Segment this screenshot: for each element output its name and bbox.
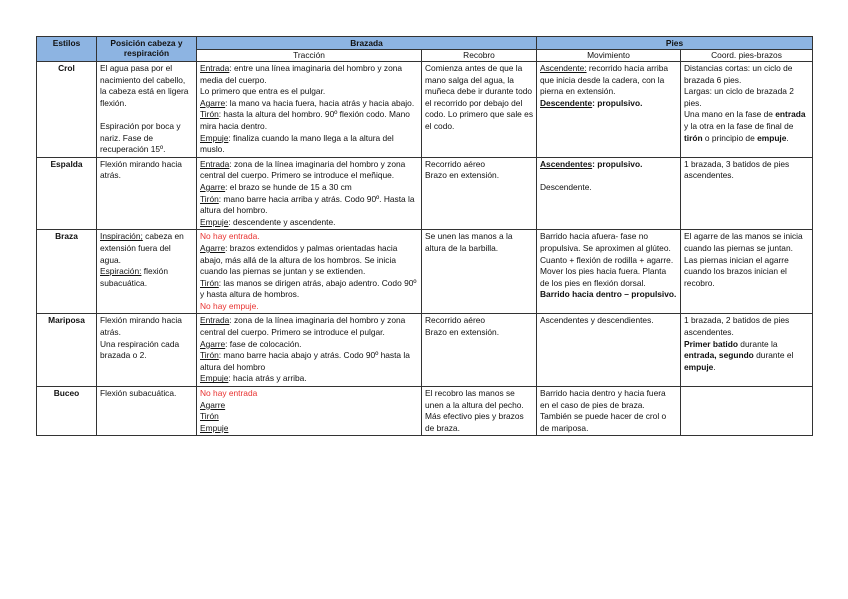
cell-line	[200, 63, 418, 86]
cell-line	[684, 315, 809, 338]
spacer	[540, 170, 677, 182]
text: Ascendentes y descendientes.	[540, 315, 654, 326]
text: : hasta la altura del hombro. 90º flexión codo. Mano mira hacia dentro.	[200, 109, 410, 131]
cell-line	[200, 411, 418, 423]
cell-line	[200, 423, 418, 435]
text: Más efectivo pies y brazos de braza.	[425, 411, 524, 433]
cell-line	[684, 63, 809, 86]
movimiento-cell	[537, 230, 681, 314]
cell-line	[200, 98, 418, 110]
cell-line	[100, 315, 193, 338]
text: Recorrido aéreo	[425, 315, 486, 326]
bold-text: entrada, segundo	[684, 350, 754, 361]
underlined-term: Tirón	[200, 350, 219, 361]
underlined-term: Agarre	[200, 338, 226, 349]
cell-line	[684, 231, 809, 254]
cell-line	[200, 194, 418, 217]
text: El agarre de las manos se inicia cuando las piernas se juntan.	[684, 231, 803, 253]
cell-line	[200, 373, 418, 385]
cell-line	[540, 159, 677, 171]
text: Barrido hacia dentro y hacia fuera en el caso de pies de braza. También se puede hacer de crol o de mariposa.	[540, 388, 667, 433]
movimiento-cell	[537, 157, 681, 230]
cell-line	[200, 86, 418, 98]
swimming-styles-table	[36, 36, 813, 436]
traccion-cell	[197, 157, 422, 230]
cell-line	[200, 133, 418, 156]
cell-line	[200, 243, 418, 278]
underlined-term: Agarre	[200, 181, 226, 192]
text: Largas: un ciclo de brazada 2 pies.	[684, 86, 794, 108]
bold-text: : propulsivo.	[592, 97, 643, 108]
text: Las piernas inician el agarre cuando los brazos inician el recobro.	[684, 254, 789, 288]
coord-cell	[681, 230, 813, 314]
text: Una respiración cada brazada o 2.	[100, 338, 180, 361]
cell-line	[540, 231, 677, 301]
text: : mano barre hacia arriba y atrás. Codo 90º. Hasta la altura del hombro.	[200, 193, 415, 216]
bold-text: : propulsivo.	[592, 158, 643, 169]
cell-line	[425, 388, 533, 411]
text: : el brazo se hunde de 15 a 30 cm	[225, 181, 352, 192]
coord-cell	[681, 62, 813, 158]
text: cabeza en extensión fuera del agua.	[100, 231, 184, 265]
underlined-term: Entrada	[200, 315, 230, 326]
cell-line	[540, 98, 677, 110]
cell-line	[425, 159, 533, 171]
text: Flexión mirando hacia atrás.	[100, 315, 182, 338]
cell-line	[425, 315, 533, 327]
underlined-term: Inspiración;	[100, 231, 143, 242]
text: y la otra en la fase de final de	[684, 120, 794, 131]
text: 1 brazada, 3 batidos de pies ascendentes.	[684, 158, 790, 181]
cell-line	[100, 339, 193, 362]
text: : hacia atrás y arriba.	[228, 373, 307, 384]
alert-text: No hay empuje.	[200, 300, 259, 311]
cell-line	[200, 400, 418, 412]
text: Espiración por boca y nariz. Fase de recuperación 15º.	[100, 120, 181, 155]
cell-line	[684, 339, 809, 374]
traccion-cell	[197, 387, 422, 436]
bold-text: Barrido hacia dentro – propulsivo.	[540, 289, 677, 300]
traccion-cell	[197, 62, 422, 158]
underlined-term: Empuje	[200, 216, 229, 227]
style-name-cell: Braza	[37, 230, 97, 314]
style-name-cell: Crol	[37, 62, 97, 158]
cell-line	[100, 388, 193, 400]
cell-line	[425, 327, 533, 339]
style-name-cell: Espalda	[37, 157, 97, 230]
table-row	[37, 387, 813, 436]
recobro-cell	[422, 314, 537, 387]
text: Flexión mirando hacia atrás.	[100, 158, 182, 181]
text: Brazo en extensión.	[425, 327, 500, 338]
text: : brazos extendidos y palmas orientadas hacia abajo, más allá de la altura de los hombros. Se inicia cuando las piernas se juntan y se extienden.	[200, 242, 398, 277]
coord-cell	[681, 314, 813, 387]
table-row	[37, 230, 813, 314]
bold-text: tirón	[684, 132, 703, 143]
text: El agua pasa por el nacimiento del cabello, la cabeza está en ligera flexión.	[100, 63, 189, 108]
cell-line	[684, 86, 809, 109]
text: : las manos se dirigen atrás, abajo adentro. Codo 90º y hasta altura de hombros.	[200, 277, 417, 300]
header-estilos: Estilos	[37, 37, 97, 62]
subheader-traccion: Tracción	[197, 50, 422, 62]
text: durante el	[753, 350, 794, 361]
coord-cell	[681, 157, 813, 230]
text: Una mano en la fase de	[684, 109, 776, 120]
cell-line	[540, 182, 677, 194]
posicion-cell	[97, 387, 197, 436]
cell-line	[200, 339, 418, 351]
text: Descendente.	[540, 181, 592, 192]
cell-line	[425, 231, 533, 254]
table-row	[37, 157, 813, 230]
underlined-term: Ascendentes	[540, 158, 593, 169]
text: : la mano va hacia fuera, hacia atrás y hacia abajo.	[225, 97, 415, 108]
underlined-term: Tirón	[200, 411, 219, 422]
posicion-cell	[97, 230, 197, 314]
text: : fase de colocación.	[225, 338, 302, 349]
movimiento-cell	[537, 62, 681, 158]
underlined-term: Empuje	[200, 422, 229, 433]
cell-line	[200, 182, 418, 194]
underlined-term: Entrada	[200, 158, 230, 169]
bold-text: Primer batido	[684, 338, 738, 349]
underlined-term: Ascendente:	[540, 63, 587, 73]
cell-line	[540, 388, 677, 434]
cell-line	[540, 315, 677, 327]
header-row	[37, 37, 813, 50]
cell-line	[684, 109, 809, 144]
subheader-coord: Coord. pies-brazos	[681, 50, 813, 62]
text: : finaliza cuando la mano llega a la altura del muslo.	[200, 132, 394, 155]
underlined-term: Agarre	[200, 242, 226, 253]
cell-line	[200, 388, 418, 400]
traccion-cell	[197, 314, 422, 387]
cell-line	[540, 63, 677, 98]
cell-line	[200, 315, 418, 338]
text: Recorrido aéreo	[425, 158, 486, 169]
underlined-term: Tirón	[200, 109, 219, 120]
text: Brazo en extensión.	[425, 170, 500, 181]
recobro-cell	[422, 62, 537, 158]
header-posicion: Posición cabeza y respiración	[97, 37, 197, 62]
underlined-term: Empuje	[200, 373, 229, 384]
text: .	[786, 132, 789, 143]
recobro-cell	[422, 157, 537, 230]
movimiento-cell	[537, 314, 681, 387]
table-row	[37, 314, 813, 387]
recobro-cell	[422, 387, 537, 436]
cell-line	[425, 63, 533, 133]
table-row	[37, 62, 813, 158]
text: Flexión subacuática.	[100, 388, 177, 399]
text: El recobro las manos se unen a la altura del pecho.	[425, 388, 524, 410]
cell-line	[200, 301, 418, 313]
subheader-recobro: Recobro	[422, 50, 537, 62]
table-body	[37, 62, 813, 436]
cell-line	[684, 255, 809, 290]
traccion-cell	[197, 230, 422, 314]
text: 1 brazada, 2 batidos de pies ascendentes.	[684, 315, 790, 338]
underlined-term: Tirón	[200, 193, 219, 204]
header-pies: Pies	[537, 37, 813, 50]
text: : zona de la línea imaginaria del hombro y zona central del cuerpo. Primero se introduce el pulgar.	[200, 315, 406, 338]
underlined-term: Agarre	[200, 97, 226, 108]
cell-line	[425, 411, 533, 434]
text: Lo primero que entra es el pulgar.	[200, 86, 326, 97]
cell-line	[200, 109, 418, 132]
underlined-term: Entrada	[200, 63, 230, 73]
text: o principio de	[702, 132, 758, 143]
cell-line	[100, 231, 193, 266]
text: Barrido hacia afuera- fase no propulsiva. Se aproximen al glúteo. Cuanto + flexión de rodilla + agarre. Mover los pies hacia fuera. Planta de los pies en flexión dorsal.	[540, 231, 674, 288]
underlined-term: Agarre	[200, 399, 226, 410]
movimiento-cell	[537, 387, 681, 436]
style-name-cell: Mariposa	[37, 314, 97, 387]
text: : mano barre hacia abajo y atrás. Codo 90º hasta la altura del hombro	[200, 350, 410, 372]
posicion-cell	[97, 157, 197, 230]
posicion-cell	[97, 314, 197, 387]
subheader-movimiento: Movimiento	[537, 50, 681, 62]
coord-cell	[681, 387, 813, 436]
text: : zona de la línea imaginaria del hombro y zona central del cuerpo. Primero se introduce el meñique.	[200, 158, 406, 181]
cell-line	[100, 121, 193, 156]
style-name-cell: Buceo	[37, 387, 97, 436]
text: Distancias cortas: un ciclo de brazada 6 pies.	[684, 63, 793, 85]
bold-text: empuje	[757, 132, 787, 143]
header-brazada: Brazada	[197, 37, 537, 50]
text: durante la	[737, 338, 778, 349]
cell-line	[684, 159, 809, 182]
text: Comienza antes de que la mano salga del agua, la muñeca debe ir durante todo el recorrido por debajo del codo. Lo primero que sale es el codo.	[425, 63, 534, 131]
cell-line	[200, 159, 418, 182]
recobro-cell	[422, 230, 537, 314]
cell-line	[100, 63, 193, 109]
cell-line	[200, 278, 418, 301]
posicion-cell	[97, 62, 197, 158]
text: recorrido hacia arriba que inicia desde la cadera, con la pierna en extensión.	[540, 63, 669, 97]
bold-text: entrada	[775, 109, 806, 120]
text: : entre una línea imaginaria del hombro y zona media del cuerpo.	[200, 63, 403, 85]
text: : descendente y ascendente.	[228, 216, 336, 227]
cell-line	[200, 217, 418, 229]
spacer	[100, 109, 193, 121]
underlined-term: Descendente	[540, 97, 593, 108]
underlined-term: Espiración:	[100, 266, 142, 277]
cell-line	[200, 350, 418, 373]
text: .	[713, 361, 716, 372]
alert-text: No hay entrada	[200, 388, 258, 399]
alert-text: No hay entrada.	[200, 231, 260, 242]
cell-line	[425, 170, 533, 182]
bold-text: empuje	[684, 361, 714, 372]
cell-line	[100, 266, 193, 289]
text: Se unen las manos a la altura de la barbilla.	[425, 231, 513, 253]
underlined-term: Empuje	[200, 132, 229, 143]
cell-line	[200, 231, 418, 243]
text: flexión subacuática.	[100, 266, 168, 288]
cell-line	[100, 159, 193, 182]
underlined-term: Tirón	[200, 277, 219, 288]
